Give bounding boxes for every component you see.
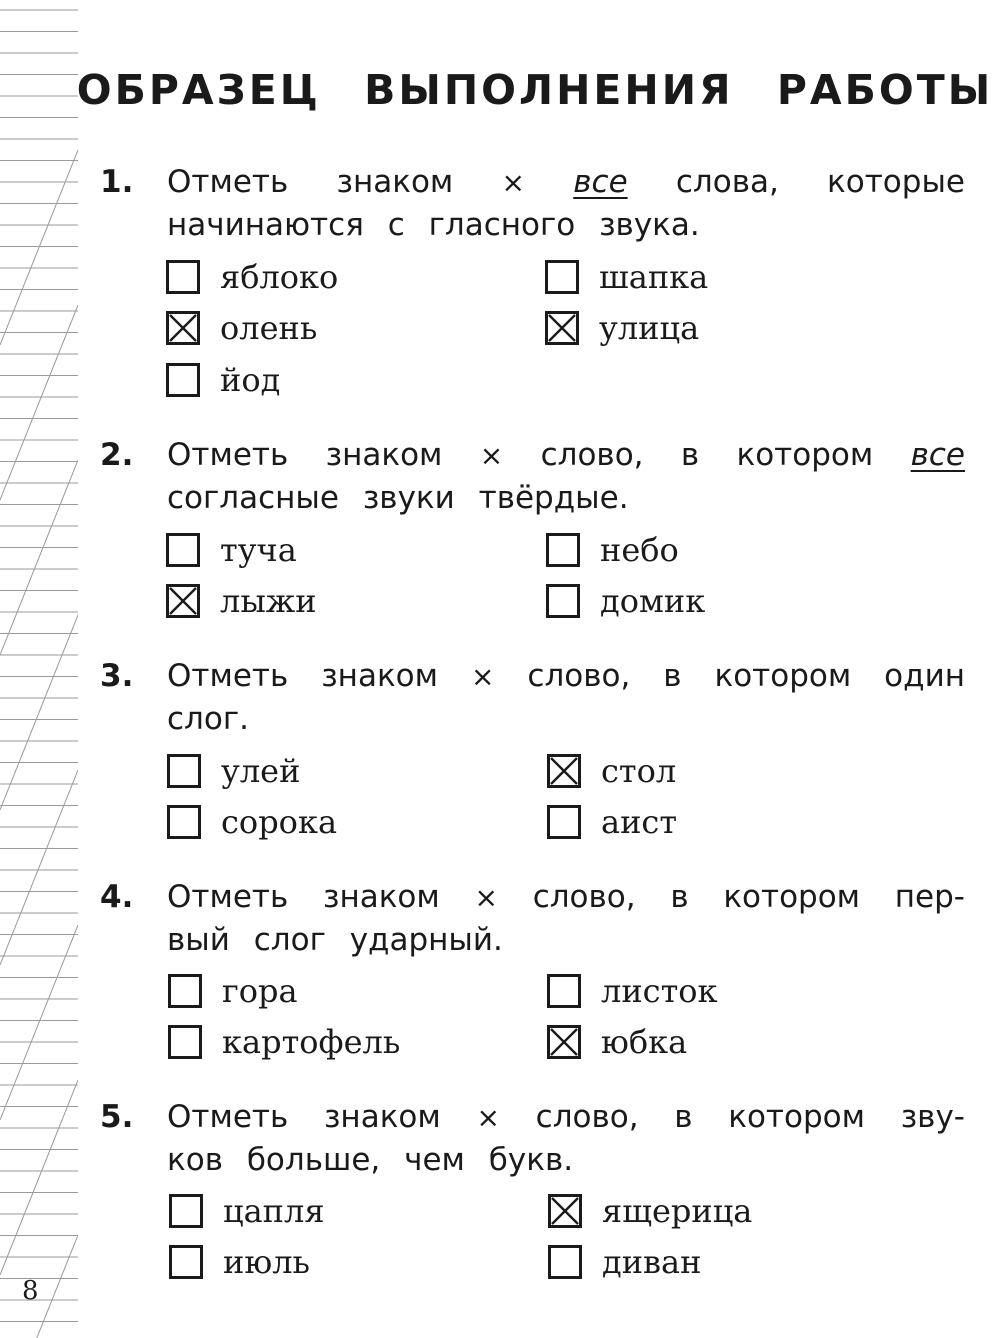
cross-check-icon <box>551 1197 579 1225</box>
option-label: диван <box>602 1243 702 1281</box>
option-label: туча <box>220 531 297 569</box>
checkbox[interactable] <box>169 1194 203 1228</box>
cross-mark-icon: × <box>470 660 495 693</box>
cross-check-icon <box>169 587 197 615</box>
option-checkbox[interactable] <box>169 1189 325 1233</box>
option-checkbox[interactable] <box>168 969 298 1013</box>
task-number: 3. <box>100 658 134 694</box>
task-number: 1. <box>100 164 134 200</box>
option-label: июль <box>223 1243 310 1281</box>
option-label: небо <box>600 531 679 569</box>
checkbox[interactable] <box>167 805 201 839</box>
task-number: 5. <box>100 1099 134 1135</box>
checkbox[interactable] <box>547 974 581 1008</box>
option-label: улей <box>221 752 301 790</box>
option-label: лыжи <box>220 582 317 620</box>
task-number: 2. <box>100 437 134 473</box>
option-label: картофель <box>222 1023 401 1061</box>
option-checkbox[interactable] <box>169 1240 310 1284</box>
emphasized-word: все <box>910 437 965 473</box>
option-checkbox[interactable] <box>168 1020 400 1064</box>
checkbox[interactable] <box>546 533 580 567</box>
option-label: листок <box>601 972 718 1010</box>
option-label: олень <box>220 309 318 347</box>
option-checkbox[interactable] <box>547 1020 687 1064</box>
option-checkbox[interactable] <box>547 969 718 1013</box>
cross-mark-icon: × <box>474 881 498 914</box>
option-checkbox[interactable] <box>547 749 676 793</box>
task-instruction: Отметь знаком × слово, в котором один слог. <box>167 658 965 737</box>
cross-check-icon <box>550 1028 578 1056</box>
page-title: ОБРАЗЕЦ ВЫПОЛНЕНИЯ РАБОТЫ <box>76 66 994 114</box>
checkbox[interactable] <box>548 1194 582 1228</box>
checkbox[interactable] <box>167 754 201 788</box>
option-label: гора <box>222 972 298 1010</box>
option-checkbox[interactable] <box>166 255 338 299</box>
page-number: 8 <box>22 1276 39 1306</box>
notebook-margin-lines <box>0 0 78 1338</box>
checkbox[interactable] <box>166 584 200 618</box>
option-checkbox[interactable] <box>548 1189 752 1233</box>
option-checkbox[interactable] <box>166 528 297 572</box>
option-label: шапка <box>599 258 709 296</box>
checkbox[interactable] <box>546 584 580 618</box>
option-checkbox[interactable] <box>166 306 317 350</box>
task-instruction: Отметь знаком × слово, в котором пер- вый слог ударный. <box>167 879 965 958</box>
option-checkbox[interactable] <box>166 579 317 623</box>
option-label: цапля <box>223 1192 325 1230</box>
checkbox[interactable] <box>166 311 200 345</box>
task-instruction: Отметь знаком × слово, в котором все согласные звуки твёрдые. <box>167 437 965 516</box>
option-checkbox[interactable] <box>166 358 280 402</box>
option-label: стол <box>601 752 677 790</box>
option-label: сорока <box>221 803 338 841</box>
option-label: йод <box>220 361 281 399</box>
checkbox[interactable] <box>169 1245 203 1279</box>
option-label: яблоко <box>220 258 339 296</box>
checkbox[interactable] <box>166 260 200 294</box>
option-label: домик <box>600 582 706 620</box>
cross-mark-icon: × <box>501 166 526 199</box>
option-checkbox[interactable] <box>548 1240 701 1284</box>
checkbox[interactable] <box>545 311 579 345</box>
checkbox[interactable] <box>548 1245 582 1279</box>
task-instruction: Отметь знаком × все слова, которые начинаются с гласного звука. <box>167 164 965 243</box>
option-checkbox[interactable] <box>545 306 699 350</box>
option-checkbox[interactable] <box>167 749 300 793</box>
checkbox[interactable] <box>168 974 202 1008</box>
cross-check-icon <box>548 314 576 342</box>
option-checkbox[interactable] <box>547 800 677 844</box>
cross-mark-icon: × <box>479 439 504 472</box>
checkbox[interactable] <box>166 533 200 567</box>
checkbox[interactable] <box>168 1025 202 1059</box>
option-label: ящерица <box>602 1192 753 1230</box>
option-label: аист <box>601 803 678 841</box>
option-label: улица <box>599 309 700 347</box>
task-instruction: Отметь знаком × слово, в котором зву- ков больше, чем букв. <box>167 1099 965 1178</box>
option-checkbox[interactable] <box>545 255 708 299</box>
option-checkbox[interactable] <box>167 800 337 844</box>
checkbox[interactable] <box>547 805 581 839</box>
checkbox[interactable] <box>545 260 579 294</box>
checkbox[interactable] <box>547 754 581 788</box>
option-checkbox[interactable] <box>546 528 679 572</box>
option-label: юбка <box>601 1023 688 1061</box>
cross-check-icon <box>550 757 578 785</box>
checkbox[interactable] <box>166 363 200 397</box>
emphasized-word: все <box>573 164 628 200</box>
cross-mark-icon: × <box>476 1101 500 1134</box>
checkbox[interactable] <box>547 1025 581 1059</box>
task-number: 4. <box>100 879 134 915</box>
cross-check-icon <box>169 314 197 342</box>
option-checkbox[interactable] <box>546 579 705 623</box>
